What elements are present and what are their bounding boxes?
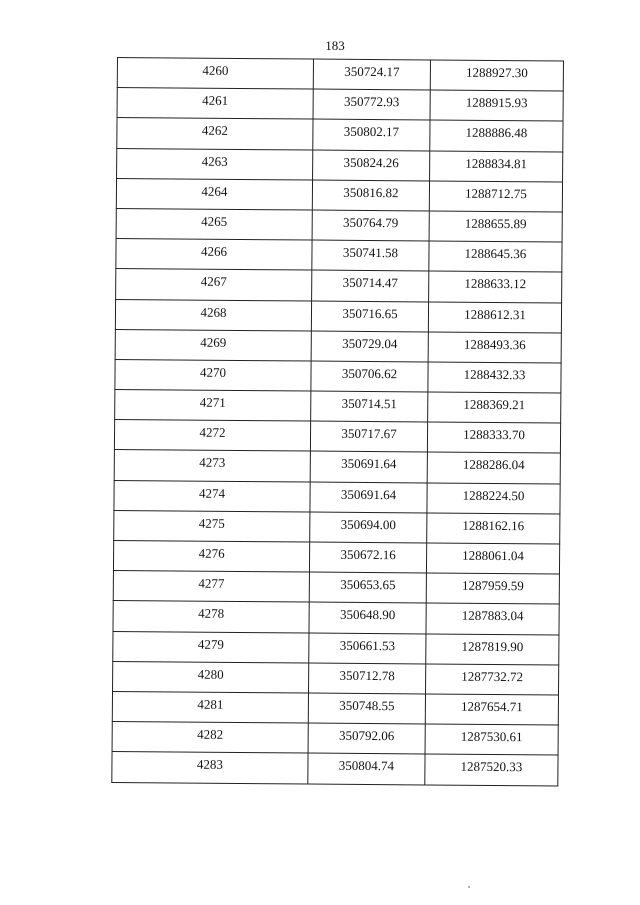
y-coordinate-cell: 1287732.72 [426, 664, 559, 695]
y-coordinate-cell: 1288834.81 [430, 151, 563, 182]
y-coordinate-cell: 1288432.33 [428, 362, 561, 393]
y-coordinate-cell: 1288224.50 [427, 483, 560, 514]
table-row [113, 540, 559, 574]
x-coordinate-cell: 350748.55 [308, 693, 425, 724]
table-row [116, 239, 562, 273]
x-coordinate-cell: 350741.58 [312, 240, 429, 271]
y-coordinate-cell: 1288286.04 [427, 452, 560, 483]
table-row [117, 118, 563, 152]
table-row [113, 571, 559, 605]
y-coordinate-cell: 1288333.70 [427, 422, 560, 453]
table-row [115, 299, 561, 333]
point-id-cell: 4283 [112, 752, 308, 784]
x-coordinate-cell: 350716.65 [311, 301, 428, 332]
table-row [116, 208, 562, 242]
x-coordinate-cell: 350792.06 [308, 723, 425, 754]
y-coordinate-cell: 1288645.36 [429, 241, 562, 272]
x-coordinate-cell: 350691.64 [310, 482, 427, 513]
point-id-cell: 4271 [115, 390, 311, 422]
point-id-cell: 4260 [117, 58, 313, 90]
point-id-cell: 4275 [114, 510, 310, 542]
table-row [112, 722, 558, 756]
x-coordinate-cell: 350653.65 [309, 572, 426, 603]
point-id-cell: 4277 [113, 571, 309, 603]
coordinate-table [111, 57, 564, 786]
point-id-cell: 4268 [115, 299, 311, 331]
y-coordinate-cell: 1288612.31 [428, 301, 561, 332]
x-coordinate-cell: 350714.47 [312, 270, 429, 301]
table-row [116, 269, 562, 303]
point-id-cell: 4282 [112, 722, 308, 754]
point-id-cell: 4263 [117, 148, 313, 180]
x-coordinate-cell: 350694.00 [310, 512, 427, 543]
x-coordinate-cell: 350706.62 [311, 361, 428, 392]
x-coordinate-cell: 350717.67 [310, 421, 427, 452]
x-coordinate-cell: 350714.51 [311, 391, 428, 422]
x-coordinate-cell: 350824.26 [313, 150, 430, 181]
point-id-cell: 4269 [115, 329, 311, 361]
y-coordinate-cell: 1288369.21 [428, 392, 561, 423]
table-row [117, 148, 563, 182]
x-coordinate-cell: 350724.17 [313, 59, 430, 90]
y-coordinate-cell: 1287959.59 [426, 573, 559, 604]
point-id-cell: 4267 [116, 269, 312, 301]
point-id-cell: 4280 [113, 661, 309, 693]
y-coordinate-cell: 1288061.04 [426, 543, 559, 574]
x-coordinate-cell: 350672.16 [309, 542, 426, 573]
table-row [114, 420, 560, 454]
y-coordinate-cell: 1288915.93 [430, 90, 563, 121]
y-coordinate-cell: 1287530.61 [425, 724, 558, 755]
point-id-cell: 4262 [117, 118, 313, 150]
x-coordinate-cell: 350661.53 [309, 633, 426, 664]
y-coordinate-cell: 1288633.12 [429, 271, 562, 302]
table-row [114, 510, 560, 544]
point-id-cell: 4276 [113, 540, 309, 572]
x-coordinate-cell: 350816.82 [312, 180, 429, 211]
table-row [115, 329, 561, 363]
point-id-cell: 4261 [117, 88, 313, 120]
point-id-cell: 4264 [116, 178, 312, 210]
y-coordinate-cell: 1287819.90 [426, 634, 559, 665]
scan-speck [468, 886, 470, 888]
table-row [117, 58, 563, 92]
y-coordinate-cell: 1288493.36 [428, 332, 561, 363]
x-coordinate-cell: 350691.64 [310, 451, 427, 482]
point-id-cell: 4281 [112, 691, 308, 723]
y-coordinate-cell: 1288712.75 [429, 181, 562, 212]
table-row [113, 601, 559, 635]
x-coordinate-cell: 350772.93 [313, 89, 430, 120]
point-id-cell: 4273 [114, 450, 310, 482]
x-coordinate-cell: 350802.17 [313, 119, 430, 150]
table-row [115, 359, 561, 393]
x-coordinate-cell: 350729.04 [311, 331, 428, 362]
y-coordinate-cell: 1288927.30 [430, 60, 563, 91]
point-id-cell: 4272 [114, 420, 310, 452]
table-row [115, 390, 561, 424]
table-row [113, 631, 559, 665]
coordinate-table-body [112, 58, 564, 786]
y-coordinate-cell: 1288886.48 [430, 120, 563, 151]
table-row [114, 480, 560, 514]
y-coordinate-cell: 1287883.04 [426, 603, 559, 634]
table-row [117, 88, 563, 122]
point-id-cell: 4265 [116, 208, 312, 240]
page-number: 183 [325, 38, 345, 53]
table-row [114, 450, 560, 484]
table-row [112, 752, 558, 786]
point-id-cell: 4270 [115, 359, 311, 391]
point-id-cell: 4274 [114, 480, 310, 512]
y-coordinate-cell: 1288162.16 [427, 513, 560, 544]
table-row [113, 661, 559, 695]
x-coordinate-cell: 350648.90 [309, 602, 426, 633]
x-coordinate-cell: 350764.79 [312, 210, 429, 241]
x-coordinate-cell: 350712.78 [309, 663, 426, 694]
coordinate-table-container [111, 57, 563, 786]
point-id-cell: 4279 [113, 631, 309, 663]
point-id-cell: 4266 [116, 239, 312, 271]
x-coordinate-cell: 350804.74 [308, 753, 425, 784]
y-coordinate-cell: 1288655.89 [429, 211, 562, 242]
table-row [112, 691, 558, 725]
y-coordinate-cell: 1287654.71 [425, 694, 558, 725]
point-id-cell: 4278 [113, 601, 309, 633]
table-row [116, 178, 562, 212]
y-coordinate-cell: 1287520.33 [425, 754, 558, 785]
